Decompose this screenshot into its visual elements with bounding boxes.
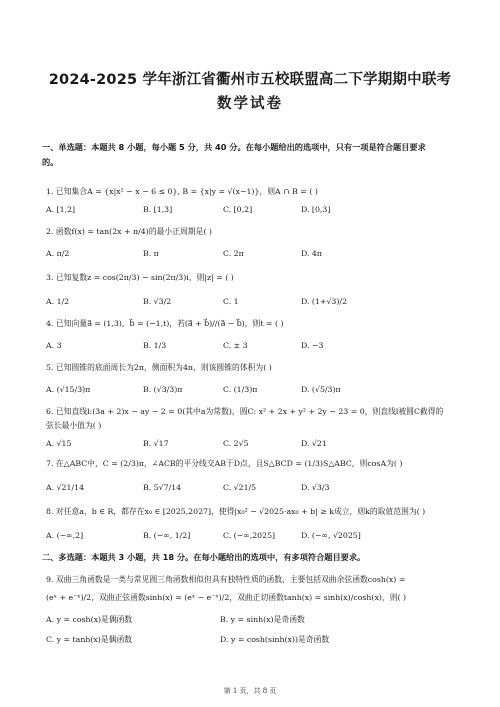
question-5-option-c[interactable]: C. (1/3)π — [223, 385, 258, 394]
question-9-option-d[interactable]: D. y = cosh(sinh(x))是奇函数 — [220, 635, 330, 644]
question-1-option-d[interactable]: D. [0,3] — [301, 205, 331, 214]
question-6-option-c[interactable]: C. 2√5 — [223, 439, 249, 448]
question-2-option-a[interactable]: A. π/2 — [46, 249, 70, 258]
question-5-option-a[interactable]: A. (√15/3)π — [46, 385, 91, 394]
question-5-option-d[interactable]: D. (√5/3)π — [301, 385, 341, 394]
question-8-option-a[interactable]: A. (−∞,2] — [46, 531, 84, 540]
question-4-option-b[interactable]: B. 1/3 — [143, 341, 167, 350]
question-2-option-b[interactable]: B. π — [143, 249, 159, 258]
exam-title: 2024-2025 学年浙江省衢州市五校联盟高二下学期期中联考 — [48, 72, 452, 88]
question-1-option-c[interactable]: C. [0,2] — [223, 205, 253, 214]
question-9-stem-line2: (eˣ + e⁻ˣ)/2，双曲正弦函数sinh(x) = (eˣ − e⁻ˣ)/2，双曲正切函数tanh(x) = sinh(x)/cosh(x)，则( ) — [46, 593, 407, 602]
section-heading-line2: 的。 — [42, 157, 59, 167]
question-6-stem-line2: 弦长最小值为( ) — [46, 421, 102, 430]
section-heading-line1: 一、单选题：本题共 8 小题，每小题 5 分，共 40 分。在每小题给出的选项中，只有一项是符合题目要求 — [42, 142, 426, 152]
question-7-option-a[interactable]: A. √21/14 — [46, 483, 85, 492]
question-3-option-c[interactable]: C. 1 — [223, 297, 239, 306]
exam-subtitle: 数学试卷 — [217, 96, 283, 112]
question-1-option-a[interactable]: A. [1,2] — [46, 205, 76, 214]
question-4-stem: 4. 已知向量a⃗ = (1,3)，b⃗ = (−1,t)，若(a⃗ + b⃗)//(a⃗ − b⃗)，则t = ( ) — [46, 319, 284, 328]
question-5-stem: 5. 已知圆锥的底面周长为2π，侧面积为4π，则该圆锥的体积为( ) — [46, 363, 272, 372]
question-3-option-a[interactable]: A. 1/2 — [46, 297, 70, 306]
question-9-stem-line1: 9. 双曲三角函数是一类与常见圆三角函数相似但具有独特性质的函数，主要包括双曲余弦函数cosh(x) = — [46, 575, 406, 584]
question-7-stem: 7. 在△ABC中，C = (2/3)π，∠ACB的平分线交AB于D点，且S△BCD = (1/3)S△ABC，则cosA为( ) — [46, 459, 403, 468]
question-4-option-c[interactable]: C. ± 3 — [223, 341, 248, 350]
question-3-option-b[interactable]: B. √3/2 — [143, 297, 172, 306]
question-2-option-d[interactable]: D. 4π — [301, 249, 323, 258]
question-4-option-d[interactable]: D. −3 — [301, 341, 324, 350]
question-4-option-a[interactable]: A. 3 — [46, 341, 62, 350]
question-5-option-b[interactable]: B. (√3/3)π — [143, 385, 183, 394]
question-8-option-d[interactable]: D. (−∞, √2025] — [301, 531, 361, 540]
question-9-option-c[interactable]: C. y = tanh(x)是偶函数 — [46, 635, 133, 644]
question-6-option-d[interactable]: D. √21 — [301, 439, 327, 448]
page-footer: 第 1 页，共 8 页 — [223, 687, 277, 695]
question-6-option-b[interactable]: B. √17 — [143, 439, 169, 448]
question-2-stem: 2. 函数f(x) = tan(2x + π/4)的最小正周期是( ) — [46, 227, 212, 236]
question-3-option-d[interactable]: D. (1+√3)/2 — [301, 297, 348, 306]
question-2-option-c[interactable]: C. 2π — [223, 249, 244, 258]
question-9-option-b[interactable]: B. y = sinh(x)是奇函数 — [220, 615, 305, 624]
question-6-option-a[interactable]: A. √15 — [46, 439, 72, 448]
section-heading-single-choice — [42, 140, 462, 170]
section-heading-multi-choice: 二、多选题：本题共 3 小题，共 18 分。在每小题给出的选项中，有多项符合题目要求。 — [42, 552, 366, 562]
question-7-option-b[interactable]: B. 5√7/14 — [143, 483, 182, 492]
question-8-option-b[interactable]: B. (−∞, 1/2] — [143, 531, 191, 540]
question-9-option-a[interactable]: A. y = cosh(x)是偶函数 — [46, 615, 133, 624]
question-1-option-b[interactable]: B. [1,3] — [143, 205, 173, 214]
question-3-stem: 3. 已知复数z = cos(2π/3) − sin(2π/3)i，则|z| = ( ) — [46, 273, 234, 282]
question-7-option-d[interactable]: D. √3/3 — [301, 483, 330, 492]
question-8-option-c[interactable]: C. (−∞,2025] — [223, 531, 276, 540]
question-6-stem-line1: 6. 已知直线l:(3a + 2)x − ay − 2 = 0(其中a为常数)，圆C: x² + 2x + y² + 2y − 23 = 0，则直线l被圆C截得的 — [46, 407, 444, 416]
question-7-option-c[interactable]: C. √21/5 — [223, 483, 257, 492]
question-1-stem: 1. 已知集合A = {x|x² − x − 6 ≤ 0}, B = {x|y = √(x−1)}，则A ∩ B = ( ) — [46, 187, 318, 196]
question-8-stem: 8. 对任意a，b ∈ R，都存在x₀ ∈ [2025,2027]，使得|x₀² − √2025·ax₀ + b| ≥ k成立，则k的取值范围为( ) — [46, 507, 426, 516]
